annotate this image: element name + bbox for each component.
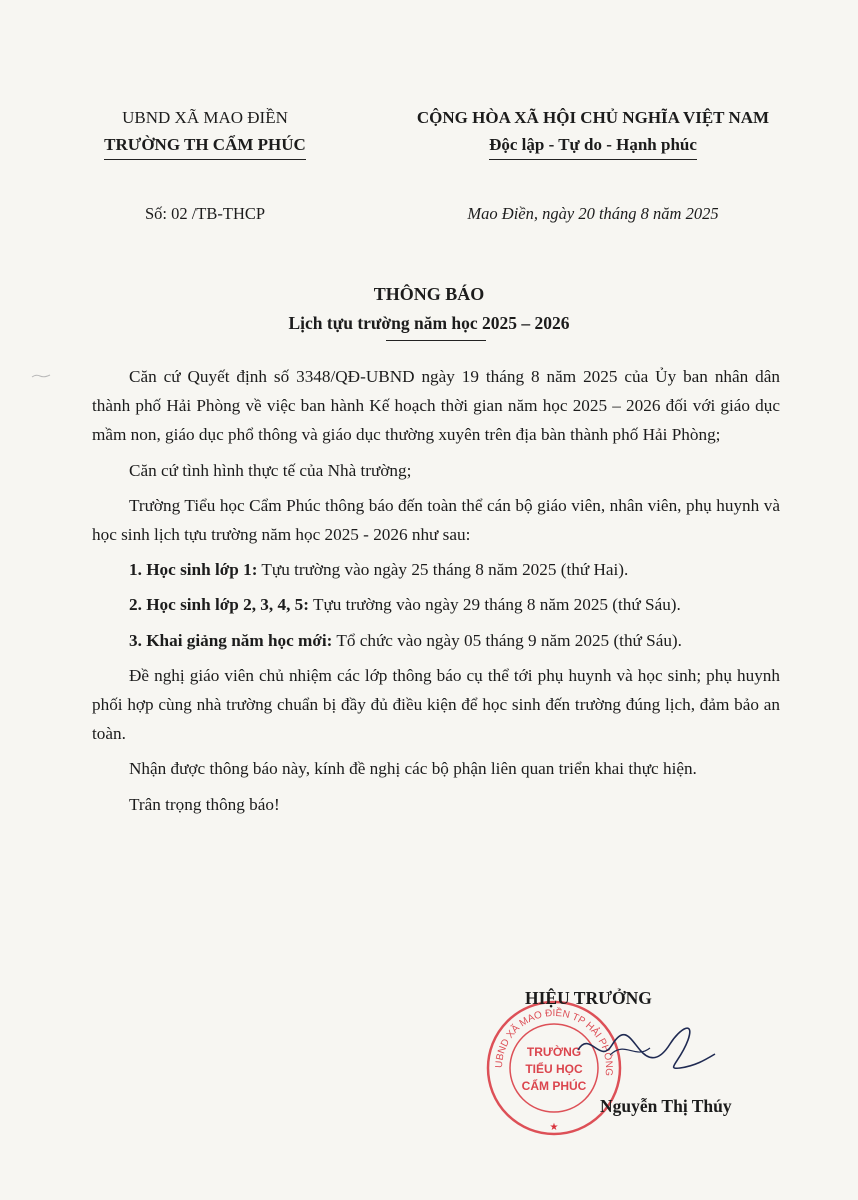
document-title: THÔNG BÁO xyxy=(373,284,485,304)
handwritten-signature xyxy=(570,1010,720,1080)
paragraph-basis-situation: Căn cứ tình hình thực tế của Nhà trường; xyxy=(129,460,412,480)
seal-line-2: TIỂU HỌC xyxy=(525,1062,583,1076)
national-header xyxy=(368,104,818,227)
issue-date: Mao Điền, ngày 20 tháng 8 năm 2025 xyxy=(467,204,719,223)
schedule-item-text: Tựu trường vào ngày 29 tháng 8 năm 2025 (thứ Sáu). xyxy=(308,595,681,615)
schedule-item-label: 3. Khai giảng năm học mới: xyxy=(129,630,333,650)
issuer-school: TRƯỜNG TH CẨM PHÚC xyxy=(104,131,306,160)
subtitle-underline xyxy=(386,340,486,341)
document-number: Số: 02 /TB-THCP xyxy=(144,204,266,223)
seal-line-1: TRƯỜNG xyxy=(526,1045,582,1059)
svg-text:★: ★ xyxy=(549,1122,559,1133)
schedule-item-grade1 xyxy=(92,555,780,584)
national-motto: Độc lập - Tự do - Hạnh phúc xyxy=(489,131,697,160)
issuer-org: UBND XÃ MAO ĐIỀN xyxy=(122,108,288,127)
paragraph-announcement: Trường Tiểu học Cẩm Phúc thông báo đến toàn thể cán bộ giáo viên, nhân viên, phụ huynh và học sinh lịch tựu trường năm học 2025 - 2026 như sau: xyxy=(92,495,780,545)
nation-name: CỘNG HÒA XÃ HỘI CHỦ NGHĨA VIỆT NAM xyxy=(416,108,770,127)
issuer-block xyxy=(60,104,350,227)
paragraph-closing: Trân trọng thông báo! xyxy=(129,794,280,814)
schedule-item-opening xyxy=(92,626,780,655)
signer-title: HIỆU TRƯỞNG xyxy=(525,988,652,1008)
document-body xyxy=(92,362,780,819)
schedule-item-grade2-5 xyxy=(92,590,780,619)
schedule-item-label: 1. Học sinh lớp 1: xyxy=(129,560,258,580)
schedule-item-text: Tổ chức vào ngày 05 tháng 9 năm 2025 (thứ Sáu). xyxy=(332,630,682,650)
paragraph-basis-decision: Căn cứ Quyết định số 3348/QĐ-UBND ngày 19 tháng 8 năm 2025 của Ủy ban nhân dân thành phố Hải Phòng về việc ban hành Kế hoạch thời gian năm học 2025 – 2026 đối với giáo dục mầm non, giáo dục phổ thông và giáo dục thường xuyên trên địa bàn thành phố Hải Phòng; xyxy=(92,367,780,445)
paragraph-request: Đề nghị giáo viên chủ nhiệm các lớp thông báo cụ thể tới phụ huynh và học sinh; phụ huynh phối hợp cùng nhà trường chuẩn bị đầy đủ điều kiện để học sinh đến trường đúng lịch, đảm bảo an toàn. xyxy=(92,665,780,744)
paragraph-implementation: Nhận được thông báo này, kính đề nghị các bộ phận liên quan triển khai thực hiện. xyxy=(129,759,697,779)
document-subtitle: Lịch tựu trường năm học 2025 – 2026 xyxy=(288,313,570,333)
seal-line-3: CẨM PHÚC xyxy=(521,1079,587,1093)
seal-ring-text: UBND XÃ MAO ĐIỀN TP HẢI PHÒNG xyxy=(493,1007,615,1077)
schedule-item-label: 2. Học sinh lớp 2, 3, 4, 5: xyxy=(129,595,309,615)
scan-speck xyxy=(30,372,52,380)
signer-name: Nguyễn Thị Thúy xyxy=(600,1096,732,1116)
schedule-item-text: Tựu trường vào ngày 25 tháng 8 năm 2025 (thứ Hai). xyxy=(257,560,629,580)
